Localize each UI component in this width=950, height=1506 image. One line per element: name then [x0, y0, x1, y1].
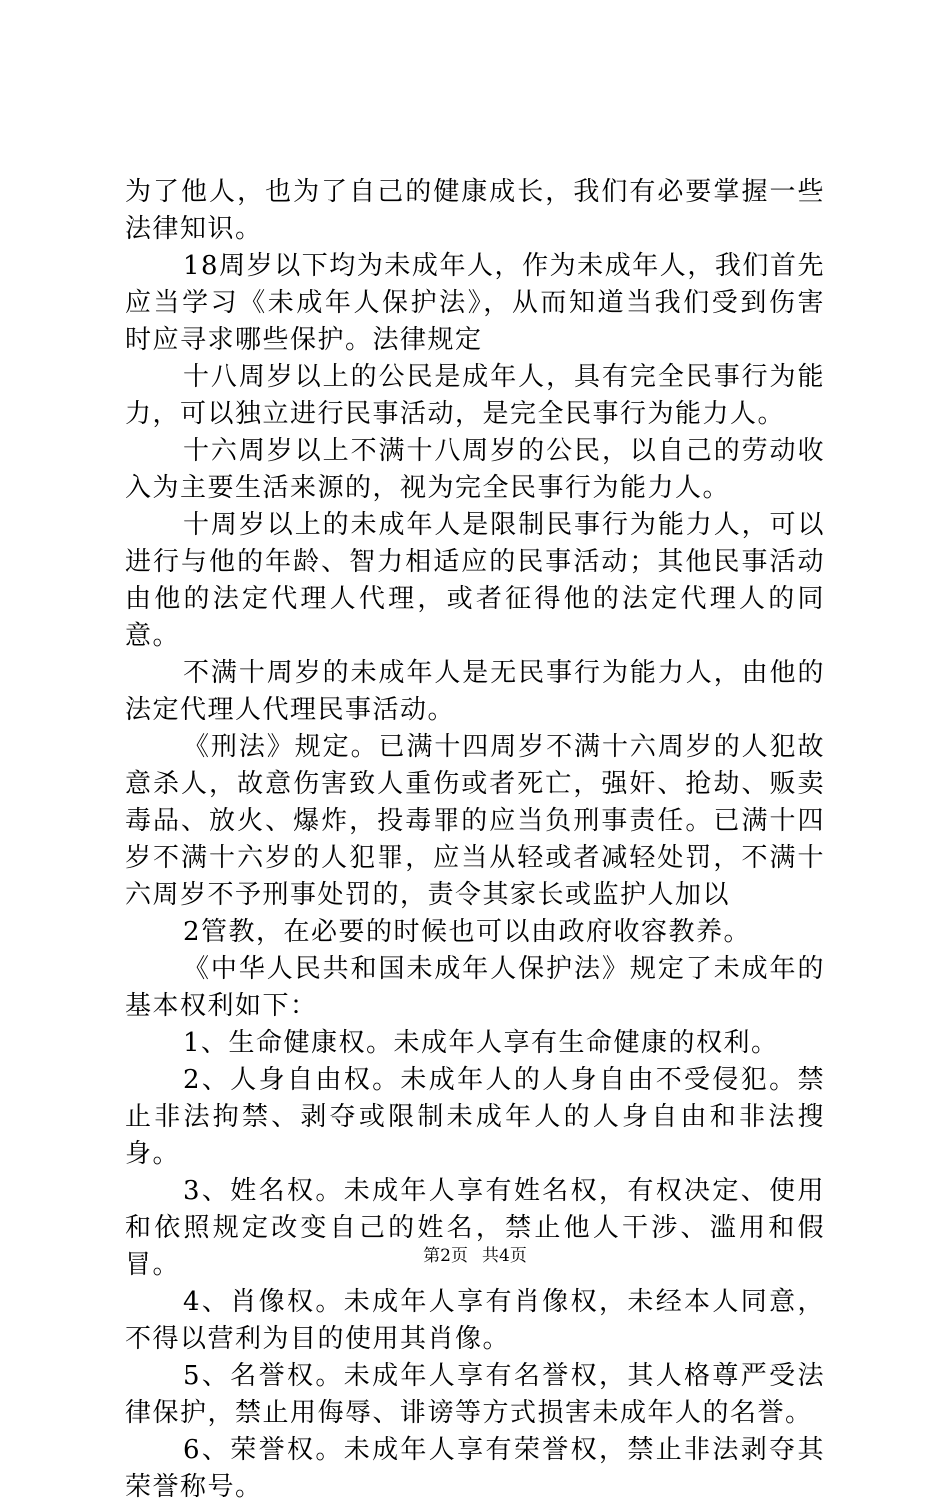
paragraph: 《中华人民共和国未成年人保护法》规定了未成年的基本权利如下： — [125, 954, 825, 1021]
paragraph: 十周岁以上的未成年人是限制民事行为能力人，可以进行与他的年龄、智力相适应的民事活动；其他民事活动由他的法定代理人代理，或者征得他的法定代理人的同意。 — [125, 510, 825, 651]
paragraph: 不满十周岁的未成年人是无民事行为能力人，由他的法定代理人代理民事活动。 — [125, 658, 825, 725]
page-total: 共4页 — [482, 1246, 527, 1266]
document-body — [125, 174, 825, 1506]
paragraph: 《刑法》规定。已满十四周岁不满十六周岁的人犯故意杀人，故意伤害致人重伤或者死亡，强奸、抢劫、贩卖毒品、放火、爆炸，投毒罪的应当负刑事责任。已满十四岁不满十六岁的人犯罪，应当从轻或者减轻处罚，不满十六周岁不予刑事处罚的，责令其家长或监护人加以 — [125, 732, 825, 910]
list-item: 5、名誉权。未成年人享有名誉权，其人格尊严受法律保护，禁止用侮辱、诽谤等方式损害未成年人的名誉。 — [125, 1361, 825, 1428]
page-number: 第2页 — [423, 1246, 468, 1266]
paragraph: 2管教，在必要的时候也可以由政府收容教养。 — [183, 917, 752, 947]
page-footer — [0, 1245, 950, 1267]
paragraph: 18周岁以下均为未成年人，作为未成年人，我们首先应当学习《未成年人保护法》，从而知道当我们受到伤害时应寻求哪些保护。法律规定 — [125, 251, 825, 355]
list-item: 2、人身自由权。未成年人的人身自由不受侵犯。禁止非法拘禁、剥夺或限制未成年人的人身自由和非法搜身。 — [125, 1065, 825, 1169]
list-item: 4、肖像权。未成年人享有肖像权，未经本人同意，不得以营利为目的使用其肖像。 — [125, 1287, 825, 1354]
paragraph: 十八周岁以上的公民是成年人，具有完全民事行为能力，可以独立进行民事活动，是完全民事行为能力人。 — [125, 362, 825, 429]
paragraph: 为了他人，也为了自己的健康成长，我们有必要掌握一些法律知识。 — [125, 177, 825, 244]
list-item: 3、姓名权。未成年人享有姓名权，有权决定、使用和依照规定改变自己的姓名，禁止他人干涉、滥用和假冒。 — [125, 1176, 825, 1280]
list-item: 6、荣誉权。未成年人享有荣誉权，禁止非法剥夺其荣誉称号。 — [125, 1435, 825, 1502]
paragraph: 十六周岁以上不满十八周岁的公民，以自己的劳动收入为主要生活来源的，视为完全民事行为能力人。 — [125, 436, 825, 503]
list-item: 1、生命健康权。未成年人享有生命健康的权利。 — [183, 1028, 779, 1058]
